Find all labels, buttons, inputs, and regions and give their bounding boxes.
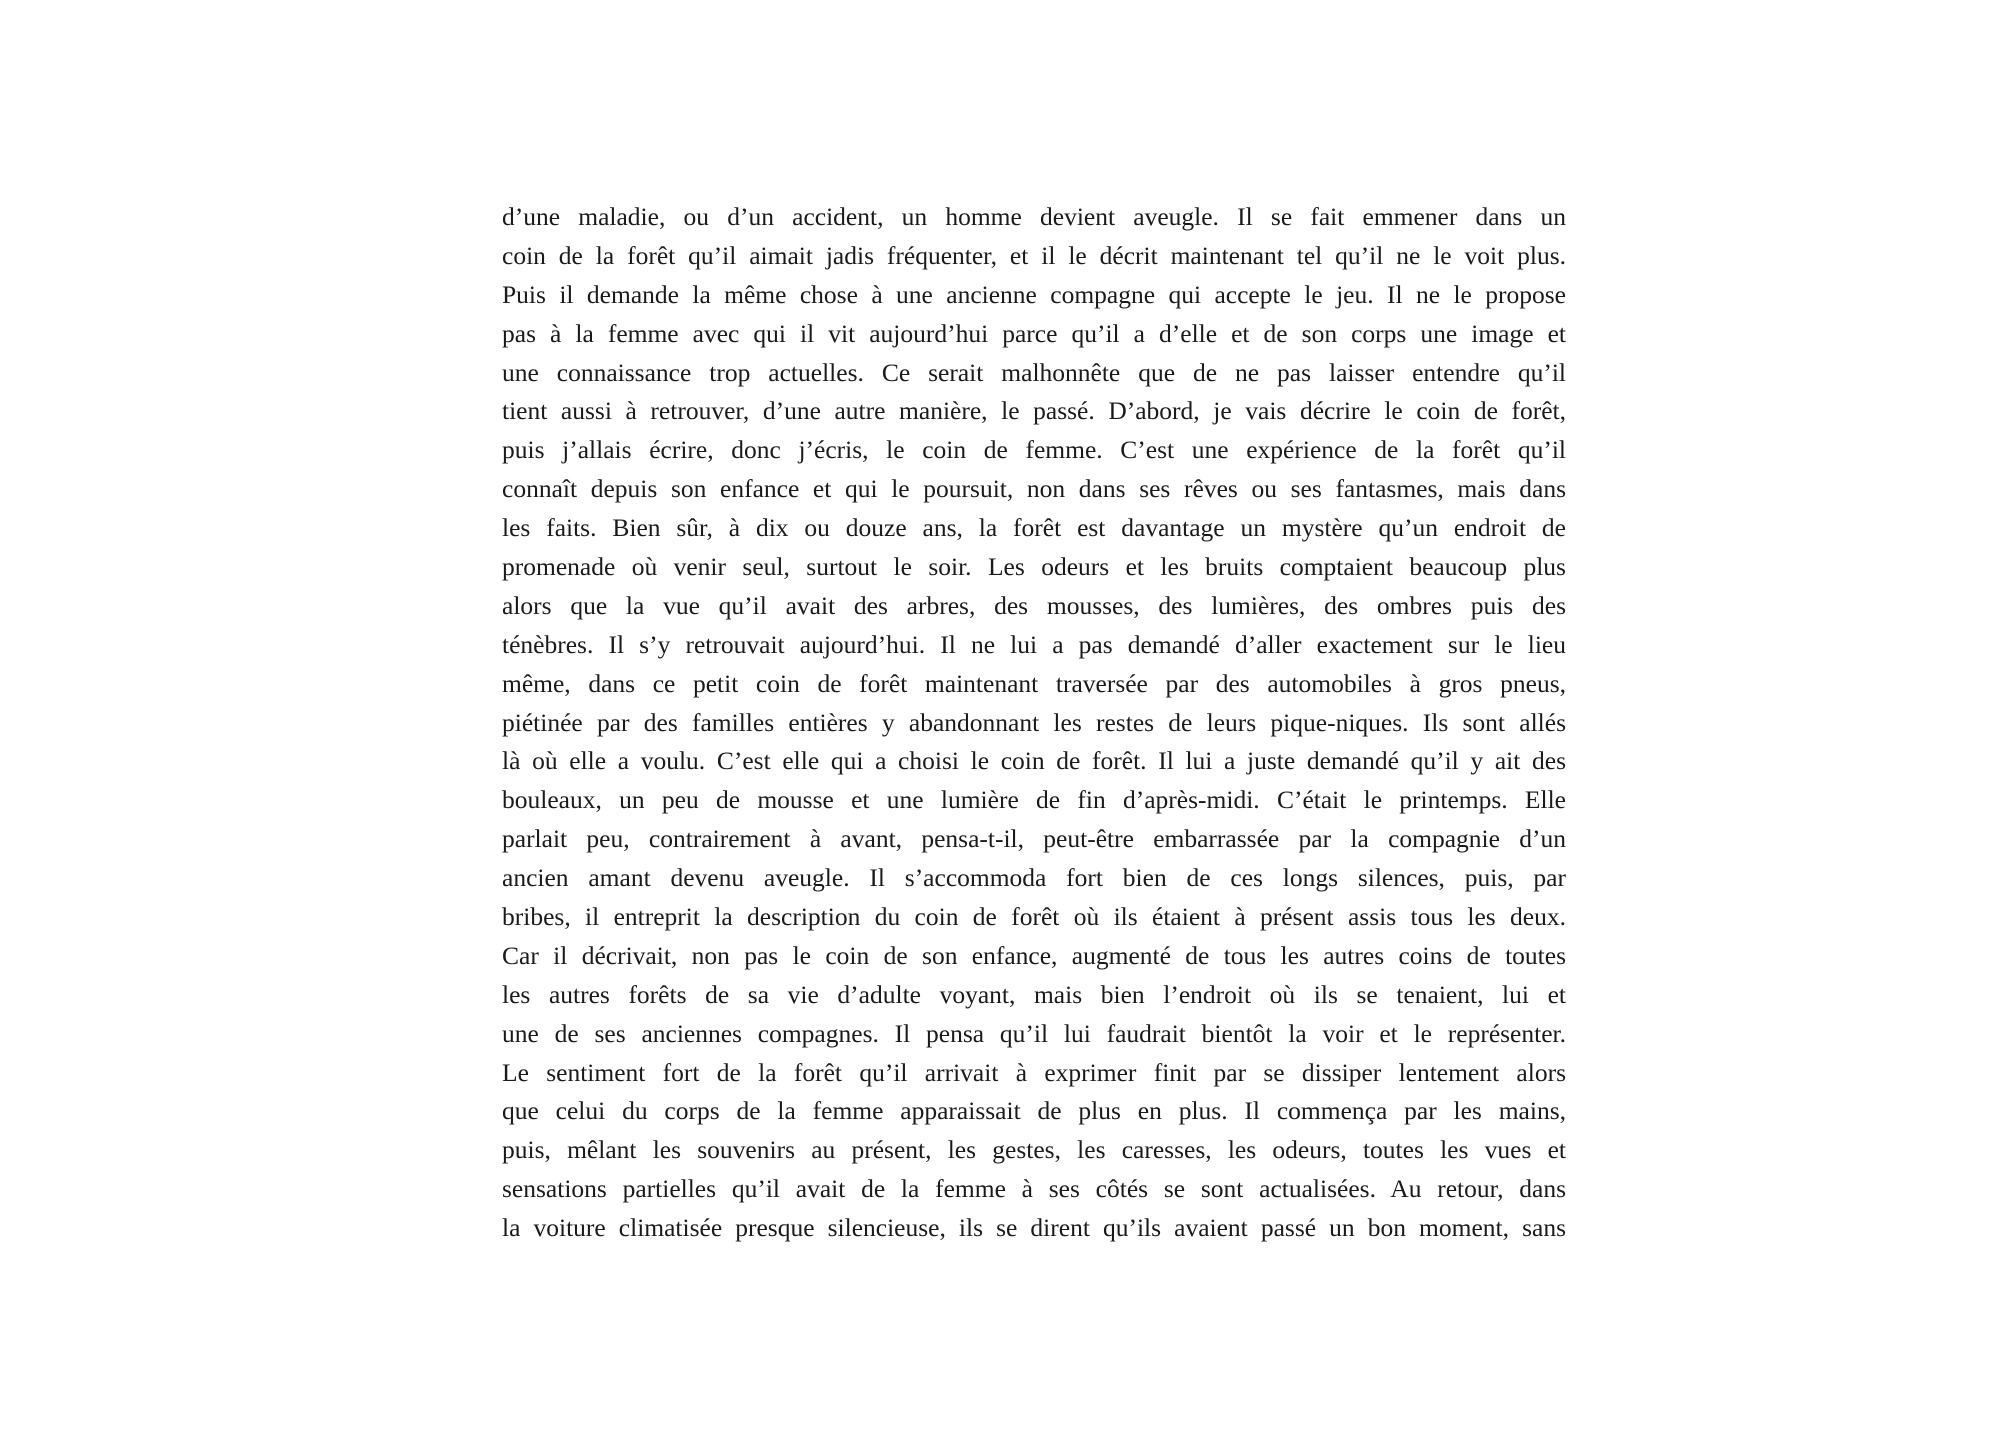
text-line: piétinée par des familles entières y abandonnant les restes de leurs pique-niques. Ils sont allés (502, 707, 1566, 737)
text-line: coin de la forêt qu’il aimait jadis fréquenter, et il le décrit maintenant tel qu’il ne le voit plus. (502, 240, 1566, 270)
text-line: les autres forêts de sa vie d’adulte voyant, mais bien l’endroit où ils se tenaient, lui et (502, 979, 1566, 1009)
text-line: alors que la vue qu’il avait des arbres, des mousses, des lumières, des ombres puis des (502, 590, 1566, 620)
text-line: d’une maladie, ou d’un accident, un homme devient aveugle. Il se fait emmener dans un (502, 202, 1566, 231)
body-text (502, 198, 1566, 1248)
text-line: puis, mêlant les souvenirs au présent, les gestes, les caresses, les odeurs, toutes les vues et (502, 1135, 1566, 1165)
text-line: promenade où venir seul, surtout le soir. Les odeurs et les bruits comptaient beaucoup plus (502, 552, 1566, 582)
text-line: les faits. Bien sûr, à dix ou douze ans, la forêt est davantage un mystère qu’un endroit de (502, 513, 1566, 543)
text-line: pas à la femme avec qui il vit aujourd’hui parce qu’il a d’elle et de son corps une image et (502, 318, 1566, 348)
text-line: ancien amant devenu aveugle. Il s’accommoda fort bien de ces longs silences, puis, par (502, 863, 1566, 893)
text-line: Puis il demande la même chose à une ancienne compagne qui accepte le jeu. Il ne le propose (502, 279, 1566, 309)
text-line: puis j’allais écrire, donc j’écris, le coin de femme. C’est une expérience de la forêt qu’il (502, 435, 1566, 465)
text-line: bribes, il entreprit la description du coin de forêt où ils étaient à présent assis tous les deux. (502, 902, 1566, 932)
text-line: une de ses anciennes compagnes. Il pensa qu’il lui faudrait bientôt la voir et le représenter. (502, 1018, 1566, 1048)
text-line: tient aussi à retrouver, d’une autre manière, le passé. D’abord, je vais décrire le coin de forêt, (502, 396, 1566, 426)
text-line: une connaissance trop actuelles. Ce serait malhonnête que de ne pas laisser entendre qu’il (502, 357, 1566, 387)
text-line: que celui du corps de la femme apparaissait de plus en plus. Il commença par les mains, (502, 1096, 1566, 1126)
text-line: la voiture climatisée presque silencieuse, ils se dirent qu’ils avaient passé un bon moment, sans (502, 1213, 1566, 1243)
text-line: là où elle a voulu. C’est elle qui a choisi le coin de forêt. Il lui a juste demandé qu’il y ait des (502, 746, 1566, 776)
text-line: parlait peu, contrairement à avant, pensa-t-il, peut-être embarrassée par la compagnie d’un (502, 824, 1566, 854)
text-line: ténèbres. Il s’y retrouvait aujourd’hui. Il ne lui a pas demandé d’aller exactement sur le lieu (502, 629, 1566, 659)
text-line: bouleaux, un peu de mousse et une lumière de fin d’après-midi. C’était le printemps. Elle (502, 785, 1566, 815)
text-line: connaît depuis son enfance et qui le poursuit, non dans ses rêves ou ses fantasmes, mais dans (502, 474, 1566, 504)
text-line: Car il décrivait, non pas le coin de son enfance, augmenté de tous les autres coins de toutes (502, 940, 1566, 970)
text-line: même, dans ce petit coin de forêt maintenant traversée par des automobiles à gros pneus, (502, 668, 1566, 698)
text-line: sensations partielles qu’il avait de la femme à ses côtés se sont actualisées. Au retour, dans (502, 1174, 1566, 1204)
text-line: Le sentiment fort de la forêt qu’il arrivait à exprimer finit par se dissiper lentement alors (502, 1057, 1566, 1087)
